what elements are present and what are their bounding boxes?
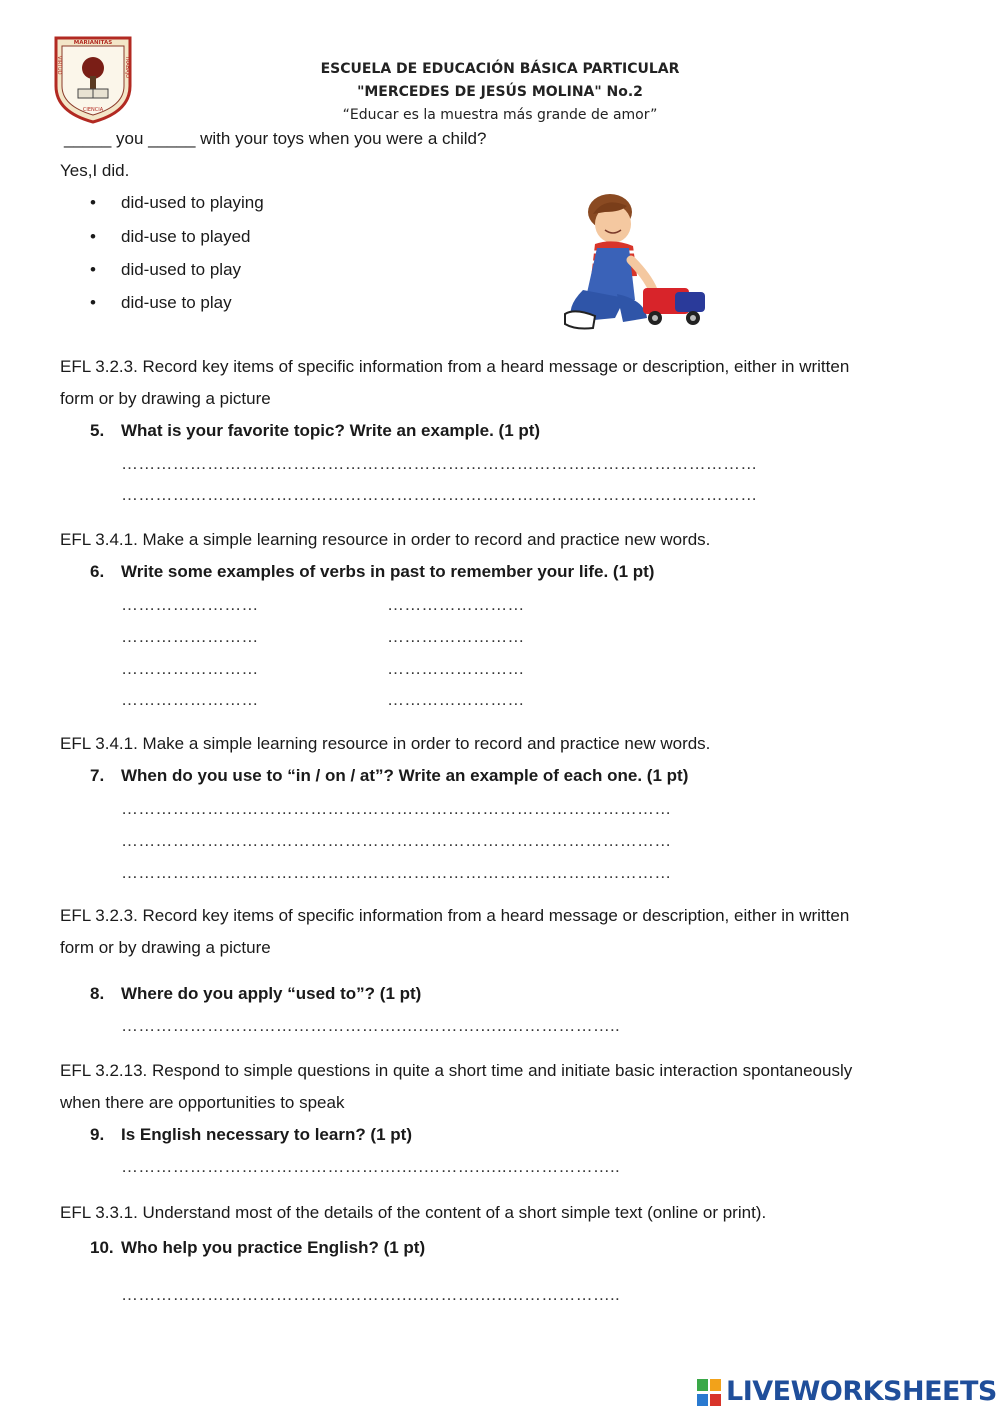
verb-blank-right-2[interactable]: …………………… xyxy=(387,627,525,646)
question-4-prompt: _____ you _____ with your toys when you were a child? xyxy=(64,129,487,148)
efl-323-description-line2: form or by drawing a picture xyxy=(60,389,271,408)
question-10-number: 10. xyxy=(90,1238,114,1257)
question-9-text: Is English necessary to learn? (1 pt) xyxy=(121,1125,412,1144)
verb-blank-left-1[interactable]: …………………… xyxy=(121,595,259,614)
verb-blank-left-4[interactable]: …………………… xyxy=(121,690,259,709)
efl-323-description-b-line1: EFL 3.2.3. Record key items of specific information from a heard message or description, either in written xyxy=(60,906,850,925)
school-logo xyxy=(50,34,136,124)
answer-line-q9[interactable]: ………………………………………….….……….…..……………….. xyxy=(121,1157,620,1176)
answer-line-q5-1[interactable]: ………………………………………………………………………………………………… xyxy=(121,454,758,473)
logo-text-left: VIRTUD xyxy=(56,56,62,75)
verb-blank-left-3[interactable]: …………………… xyxy=(121,659,259,678)
question-8-text: Where do you apply “used to”? (1 pt) xyxy=(121,984,422,1003)
verb-blank-right-4[interactable]: …………………… xyxy=(387,690,525,709)
liveworksheets-logo-icon xyxy=(696,1378,722,1408)
bullet-icon: • xyxy=(90,293,96,312)
question-7-text: When do you use to “in / on / at”? Write an example of each one. (1 pt) xyxy=(121,766,689,785)
question-4-answer: Yes,I did. xyxy=(60,161,130,180)
verb-blank-right-3[interactable]: …………………… xyxy=(387,659,525,678)
efl-323-description-line1: EFL 3.2.3. Record key items of specific information from a heard message or description, either in written xyxy=(60,357,850,376)
efl-341-description: EFL 3.4.1. Make a simple learning resource in order to record and practice new words. xyxy=(60,530,711,549)
efl-3213-description-line2: when there are opportunities to speak xyxy=(60,1093,345,1112)
question-5-text: What is your favorite topic? Write an example. (1 pt) xyxy=(121,421,541,440)
verb-blank-right-1[interactable]: …………………… xyxy=(387,595,525,614)
answer-line-q7-2[interactable]: …………………………………………………………………………………… xyxy=(121,831,672,850)
efl-331-description: EFL 3.3.1. Understand most of the details of the content of a short simple text (online or print). xyxy=(60,1203,767,1222)
liveworksheets-branding xyxy=(696,1376,996,1410)
verb-blank-left-2[interactable]: …………………… xyxy=(121,627,259,646)
option-1[interactable]: did-used to playing xyxy=(121,193,264,212)
answer-line-q7-1[interactable]: …………………………………………………………………………………… xyxy=(121,799,672,818)
answer-line-q7-3[interactable]: …………………………………………………………………………………… xyxy=(121,863,672,882)
efl-3213-description-line1: EFL 3.2.13. Respond to simple questions in quite a short time and initiate basic interaction spontaneously xyxy=(60,1061,853,1080)
question-6-text: Write some examples of verbs in past to remember your life. (1 pt) xyxy=(121,562,655,581)
question-7-number: 7. xyxy=(90,766,105,785)
option-3[interactable]: did-used to play xyxy=(121,260,242,279)
boy-playing-with-toy-car-illustration xyxy=(555,190,720,340)
school-name-line2: "MERCEDES DE JESÚS MOLINA" No.2 xyxy=(357,84,643,100)
option-2[interactable]: did-use to played xyxy=(121,227,251,246)
question-6-number: 6. xyxy=(90,562,105,581)
answer-line-q10[interactable]: ………………………………………….….……….…..……………….. xyxy=(121,1285,620,1304)
logo-text-right: TRABAJO xyxy=(124,56,130,79)
option-4[interactable]: did-use to play xyxy=(121,293,232,312)
question-8-number: 8. xyxy=(90,984,105,1003)
bullet-icon: • xyxy=(90,193,96,212)
school-name-line1: ESCUELA DE EDUCACIÓN BÁSICA PARTICULAR xyxy=(320,61,680,77)
bullet-icon: • xyxy=(90,227,96,246)
school-motto: “Educar es la muestra más grande de amor” xyxy=(342,107,658,123)
answer-line-q8[interactable]: ………………………………………….….……….…..……………….. xyxy=(121,1016,620,1035)
question-5-number: 5. xyxy=(90,421,105,440)
liveworksheets-wordmark: LIVEWORKSHEETS xyxy=(726,1376,997,1407)
efl-323-description-b-line2: form or by drawing a picture xyxy=(60,938,271,957)
answer-line-q5-2[interactable]: ………………………………………………………………………………………………… xyxy=(121,485,758,504)
efl-341-description-2: EFL 3.4.1. Make a simple learning resource in order to record and practice new words. xyxy=(60,734,711,753)
bullet-icon: • xyxy=(90,260,96,279)
question-9-number: 9. xyxy=(90,1125,105,1144)
logo-text-bottom: CIENCIA xyxy=(82,107,104,113)
question-10-text: Who help you practice English? (1 pt) xyxy=(121,1238,426,1257)
logo-text-top: MARIANITAS xyxy=(73,40,113,46)
